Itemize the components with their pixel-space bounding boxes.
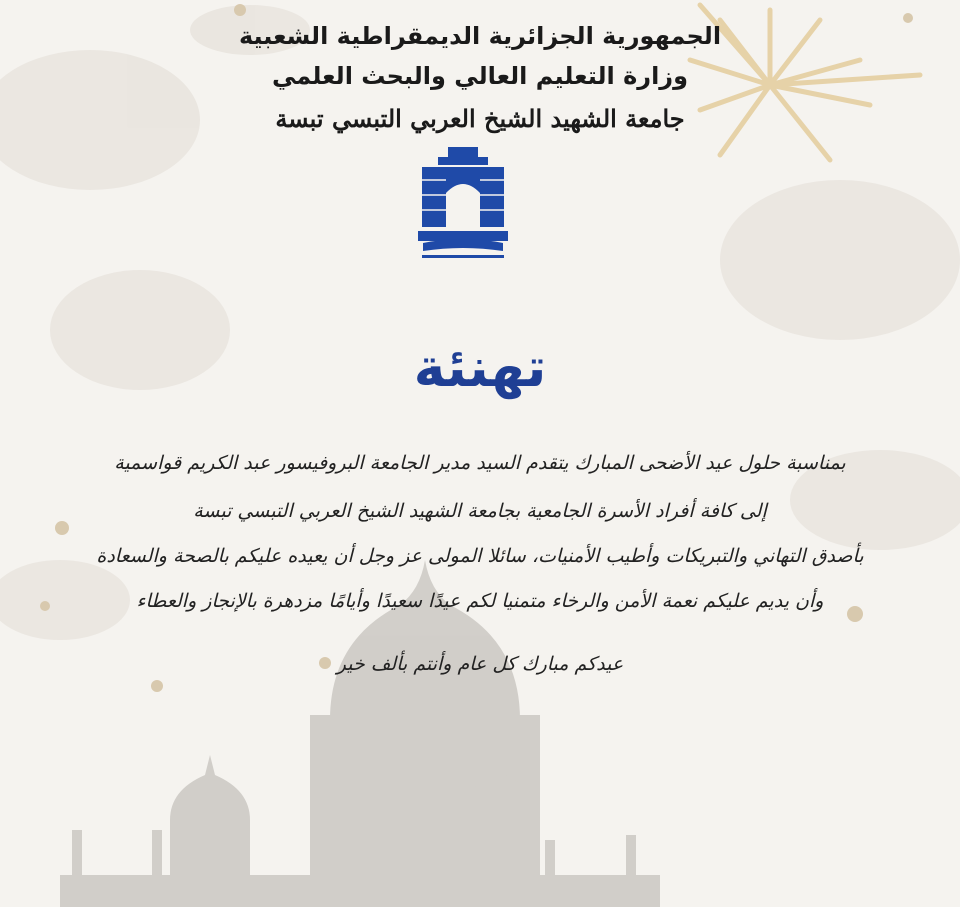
header-country: الجمهورية الجزائرية الديمقراطية الشعبية [238,22,722,50]
header-ministry: وزارة التعليم العالي والبحث العلمي [271,62,689,90]
university-logo-icon [418,145,508,263]
message-line-4: وأن يديم عليكم نعمة الأمن والرخاء متمنيا لكم عيدًا سعيدًا وأيامًا مزدهرة بالإنجاز والعطاء [136,590,824,612]
message-closing: عيدكم مبارك كل عام وأنتم بألف خير [336,653,624,675]
message-line-3: بأصدق التهاني والتبريكات وأطيب الأمنيات، سائلا المولى عز وجل أن يعيده عليكم بالصحة والسعادة [96,545,864,567]
message-line-1: بمناسبة حلول عيد الأضحى المبارك يتقدم السيد مدير الجامعة البروفيسور عبد الكريم قواسمية [114,452,846,474]
message-line-2: إلى كافة أفراد الأسرة الجامعية بجامعة الشهيد الشيخ العربي التبسي تبسة [193,500,767,522]
mosque-silhouette-icon [60,560,660,907]
header-university: جامعة الشهيد الشيخ العربي التبسي تبسة [275,104,685,133]
page-title: تهنئة [413,336,547,399]
